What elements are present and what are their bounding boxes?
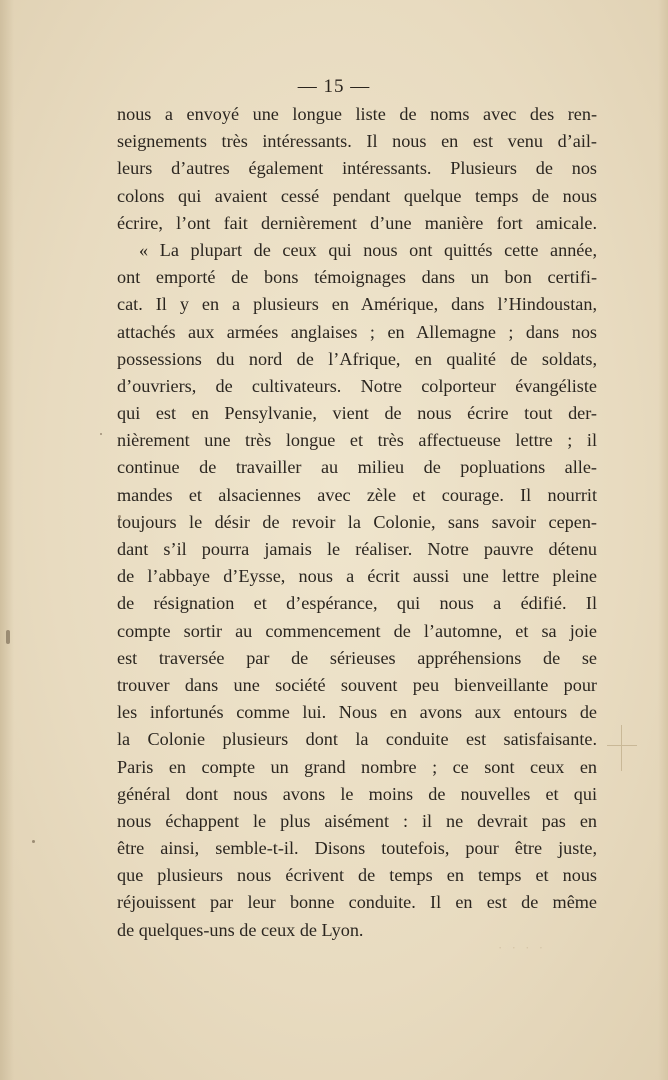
text-line: mandes et alsaciennes avec zèle et courage. Il nourrit bbox=[117, 484, 597, 505]
text-line: de quelques-uns de ceux de Lyon. bbox=[117, 919, 364, 940]
text-line: cat. Il y en a plusieurs en Amérique, dans l’Hindoustan, bbox=[117, 294, 597, 315]
margin-speck bbox=[6, 630, 10, 644]
text-line: d’ouvriers, de cultivateurs. Notre colporteur évangéliste bbox=[117, 375, 597, 396]
text-line: la Colonie plusieurs dont la conduite est satisfaisante. bbox=[117, 729, 597, 750]
text-line: colons qui avaient cessé pendant quelque temps de nous bbox=[117, 185, 597, 206]
text-line: compte sortir au commencement de l’automne, et sa joie bbox=[117, 620, 597, 641]
text-line: nous a envoyé une longue liste de noms avec des ren- bbox=[117, 104, 597, 124]
bleed-through-marks: · · · · bbox=[498, 940, 547, 955]
ink-speck bbox=[32, 840, 35, 843]
text-line: qui est en Pensylvanie, vient de nous écrire tout der- bbox=[117, 403, 597, 424]
text-line: que plusieurs nous écrivent de temps en temps et nous bbox=[117, 865, 597, 886]
text-line: de résignation et d’espérance, qui nous a édifié. Il bbox=[117, 593, 597, 614]
text-line: les infortunés comme lui. Nous en avons aux entours de bbox=[117, 702, 597, 723]
text-line: de l’abbaye d’Eysse, nous a écrit aussi une lettre pleine bbox=[117, 566, 597, 587]
text-line: nous échappent le plus aisément : il ne devrait pas en bbox=[117, 810, 597, 831]
text-line: continue de travailler au milieu de popluations alle- bbox=[117, 457, 597, 478]
text-line: être ainsi, semble-t-il. Disons toutefois, pour être juste, bbox=[117, 838, 597, 859]
text-line: Paris en compte un grand nombre ; ce sont ceux en bbox=[117, 756, 597, 777]
text-line: écrire, l’ont fait dernièrement d’une manière fort amicale. bbox=[117, 212, 597, 233]
text-line: nièrement une très longue et très affectueuse lettre ; il bbox=[117, 430, 597, 451]
ink-speck bbox=[100, 433, 102, 435]
text-line: toujours le désir de revoir la Colonie, sans savoir cepen- bbox=[117, 511, 597, 532]
text-line: est traversée par de sérieuses appréhensions de se bbox=[117, 647, 597, 668]
text-line: seignements très intéressants. Il nous en est venu d’ail- bbox=[117, 131, 597, 152]
text-line: général dont nous avons le moins de nouvelles et qui bbox=[117, 783, 597, 804]
text-line: dant s’il pourra jamais le réaliser. Notre pauvre détenu bbox=[117, 539, 597, 559]
text-line: réjouissent par leur bonne conduite. Il en est de même bbox=[117, 892, 597, 913]
text-line: possessions du nord de l’Afrique, en qualité de soldats, bbox=[117, 348, 597, 369]
paper-crease-mark bbox=[607, 725, 637, 771]
text-line: ont emporté de bons témoignages dans un bon certifi- bbox=[117, 267, 597, 288]
text-line: attachés aux armées anglaises ; en Allemagne ; dans nos bbox=[117, 321, 597, 342]
body-text bbox=[117, 101, 597, 944]
text-line: leurs d’autres également intéressants. Plusieurs de nos bbox=[117, 158, 597, 179]
text-line: « La plupart de ceux qui nous ont quittés cette année, bbox=[139, 239, 597, 260]
page-number: — 15 — bbox=[297, 76, 371, 97]
text-line: trouver dans une société souvent peu bienveillante pour bbox=[117, 674, 597, 695]
